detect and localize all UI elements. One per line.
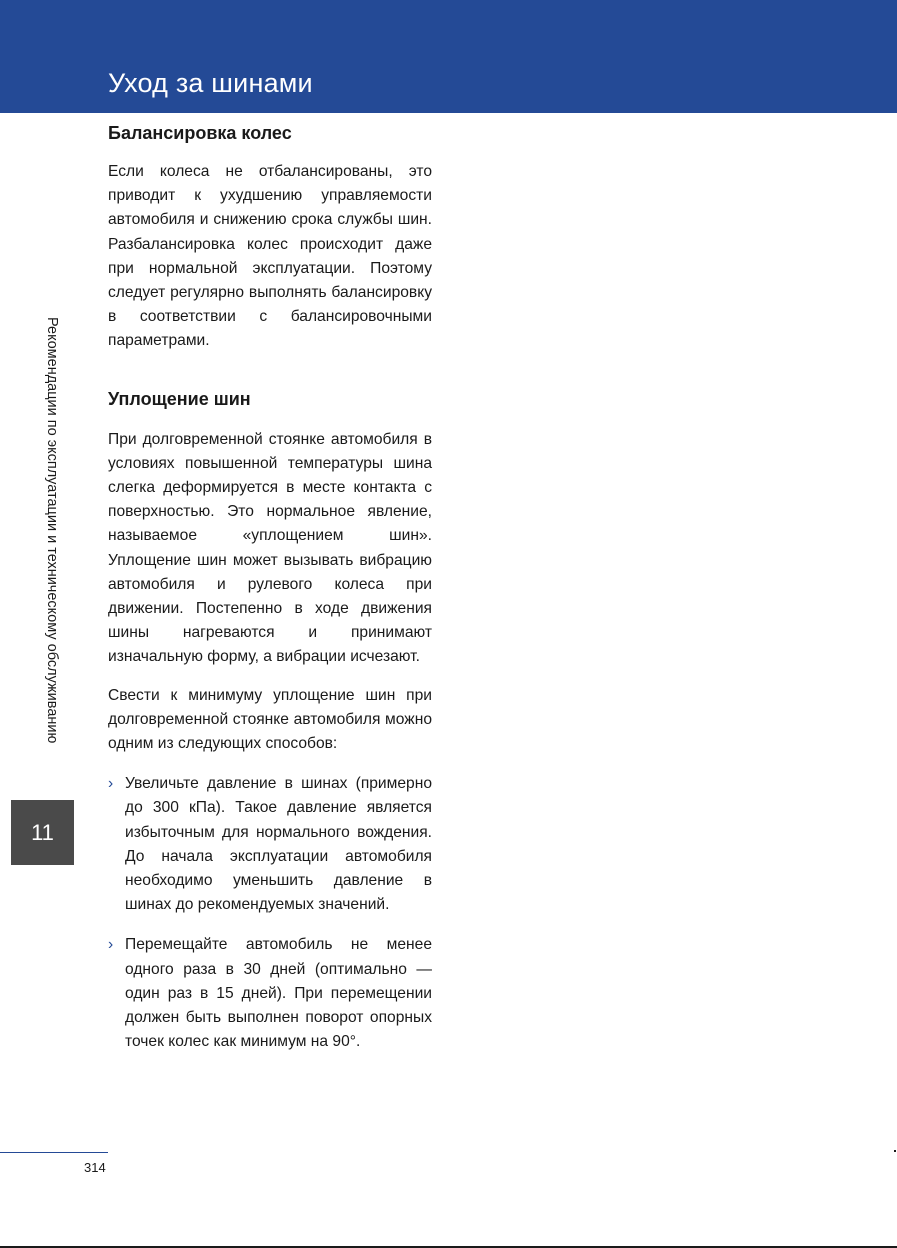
- page-number: 314: [84, 1160, 106, 1175]
- footer-divider: [0, 1152, 108, 1153]
- header-band: [0, 0, 897, 113]
- section-heading-balancing: Балансировка колес: [108, 123, 292, 143]
- page-title: Уход за шинами: [108, 68, 313, 98]
- chapter-tab: [11, 800, 74, 865]
- section-heading-flat-spotting: Уплощение шин: [108, 388, 251, 409]
- list-item: [108, 933, 432, 1054]
- main-content: [108, 120, 432, 1071]
- paragraph-balancing: Если колеса не отбалансированы, это приводит к ухудшению управляемости автомобиля и снижению срока службы шин. Разбалансировка колес происходит даже при нормальной эксплуатации. Поэтому следует регулярно выполнять балансировку в соответствии с балансировочными параметрами.: [108, 163, 432, 350]
- paragraph-flat-spotting: При долговременной стоянке автомобиля в условиях повышенной температуры шина слегка деформируется в месте контакта с поверхностью. Это нормальное явление, называемое «уплощением шин». Уплощение шин может вызывать вибрацию автомобиля и рулевого колеса при движении. Постепенно в ходе движения шины нагреваются и принимают изначальную форму, а вибрации исчезают.: [108, 430, 432, 666]
- list-item: [108, 772, 432, 917]
- chapter-side-title: Рекомендации по эксплуатации и техническому обслуживанию: [44, 317, 60, 744]
- list-item-text: Перемещайте автомобиль не менее одного раза в 30 дней (оптимально — один раз в 15 дней). При перемещении должен быть выполнен поворот опорных точек колес как минимум на 90°.: [125, 936, 432, 1051]
- chapter-number: 11: [31, 819, 54, 845]
- paragraph-reduce-intro: Свести к минимуму уплощение шин при долговременной стоянке автомобиля можно одним из следующих способов:: [108, 686, 432, 753]
- bullet-list: [108, 772, 432, 1054]
- chevron-right-icon: ›: [108, 775, 114, 793]
- crop-mark: [894, 1150, 896, 1152]
- list-item-text: Увеличьте давление в шинах (примерно до 300 кПа). Такое давление является избыточным для нормального вождения. До начала эксплуатации автомобиля необходимо уменьшить давление в шинах до рекомендуемых значений.: [125, 775, 432, 914]
- chevron-right-icon: ›: [108, 936, 114, 954]
